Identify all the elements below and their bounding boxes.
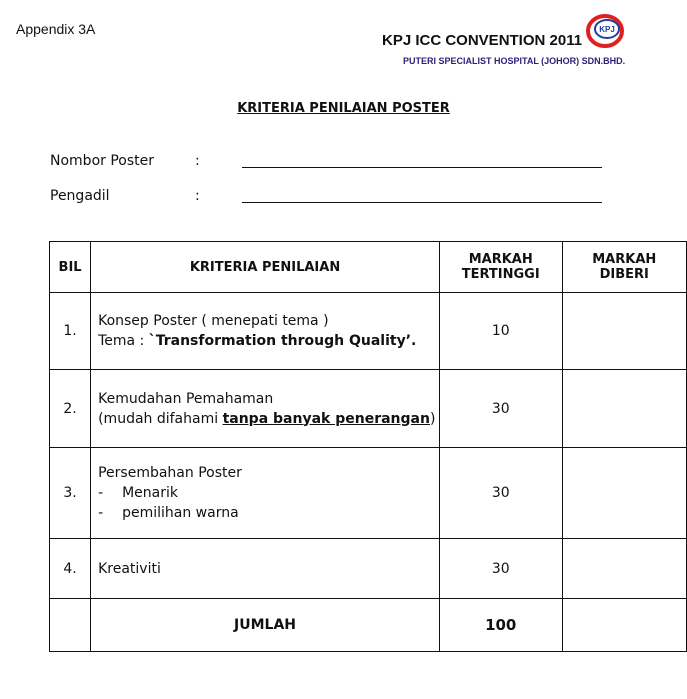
empty-cell — [50, 599, 91, 652]
criteria-title: Kemudahan Pemahaman — [98, 390, 274, 407]
hospital-name: PUTERI SPECIALIST HOSPITAL (JOHOR) SDN.BHD. — [403, 56, 626, 66]
max-score: 30 — [439, 370, 562, 448]
total-given-cell[interactable] — [562, 599, 687, 652]
criteria-cell — [91, 448, 440, 539]
pengadil-label: Pengadil — [50, 188, 110, 204]
table-row — [50, 539, 687, 599]
header-bil: BIL — [50, 242, 91, 293]
nombor-poster-label: Nombor Poster — [50, 153, 154, 169]
colon: : — [195, 153, 200, 169]
bullet-item: pemilihan warna — [122, 505, 239, 521]
criteria-note: (mudah difahami — [98, 410, 223, 427]
table-row — [50, 293, 687, 370]
criteria-cell — [91, 370, 440, 448]
table-row — [50, 370, 687, 448]
row-number: 2. — [50, 370, 91, 448]
bullet-dash: - — [98, 505, 104, 521]
theme-text: `Transformation through Quality’. — [148, 333, 417, 349]
row-number: 4. — [50, 539, 91, 599]
criteria-title: Persembahan Poster — [98, 465, 242, 481]
total-row — [50, 599, 687, 652]
nombor-poster-field[interactable] — [242, 167, 602, 168]
max-score: 30 — [439, 448, 562, 539]
criteria-table — [49, 241, 687, 652]
appendix-label: Appendix 3A — [16, 21, 96, 37]
criteria-title: Konsep Poster ( menepati tema ) — [98, 313, 329, 329]
given-score-cell[interactable] — [562, 539, 687, 599]
row-number: 3. — [50, 448, 91, 539]
criteria-title: Kreativiti — [91, 539, 440, 599]
total-label: JUMLAH — [91, 599, 440, 652]
row-number: 1. — [50, 293, 91, 370]
bullet-dash: - — [98, 485, 104, 501]
given-score-cell[interactable] — [562, 293, 687, 370]
header-markah-tertinggi: MARKAH TERTINGGI — [439, 242, 562, 293]
criteria-cell — [91, 293, 440, 370]
max-score: 30 — [439, 539, 562, 599]
bullet-item: Menarik — [122, 485, 178, 501]
theme-prefix: Tema : — [98, 333, 149, 349]
svg-text:KPJ: KPJ — [599, 25, 615, 34]
page-title: KRITERIA PENILAIAN POSTER — [237, 101, 450, 116]
given-score-cell[interactable] — [562, 448, 687, 539]
max-score: 10 — [439, 293, 562, 370]
total-max-score: 100 — [439, 599, 562, 652]
header-markah-diberi: MARKAH DIBERI — [562, 242, 687, 293]
table-row — [50, 448, 687, 539]
criteria-emphasis: tanpa banyak penerangan — [222, 410, 430, 427]
criteria-note-end: ) — [429, 410, 436, 427]
table-header — [50, 242, 687, 293]
colon: : — [195, 188, 200, 204]
header-kriteria: KRITERIA PENILAIAN — [91, 242, 440, 293]
convention-title: KPJ ICC CONVENTION 2011 — [382, 32, 583, 49]
pengadil-field[interactable] — [242, 202, 602, 203]
kpj-logo-icon — [586, 14, 624, 48]
given-score-cell[interactable] — [562, 370, 687, 448]
